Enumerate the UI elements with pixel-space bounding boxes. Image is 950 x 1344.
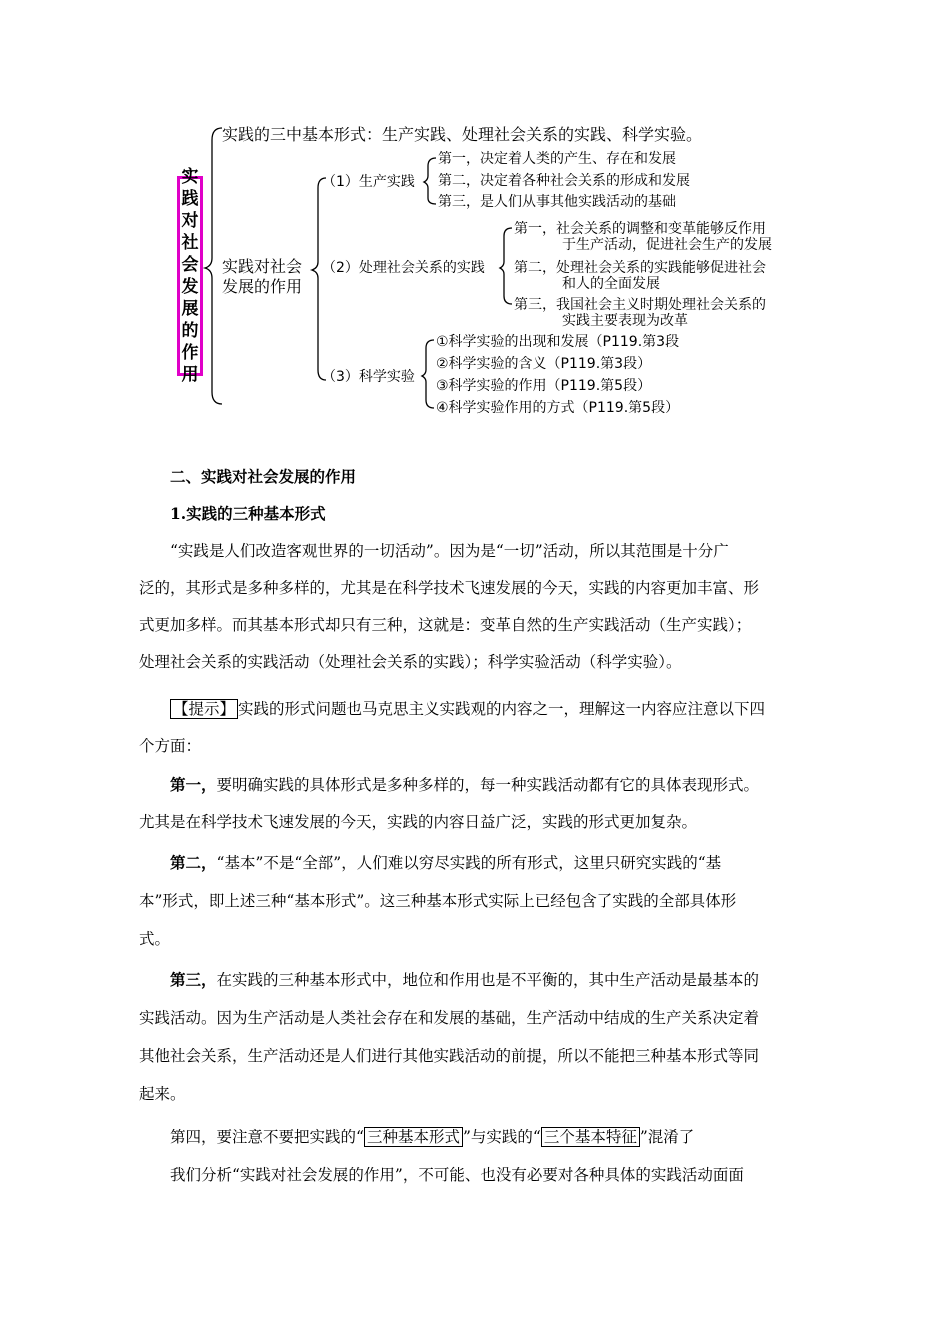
para1-line: “实践是人们改造客观世界的一切活动”。因为是“一切”活动，所以其范围是十分广 [170,542,729,560]
branch3-item: ①科学实验的出现和发展（P119.第3段 [436,334,680,350]
tip-line2: 个方面： [139,737,202,755]
branch2-item: 第一，社会关系的调整和变革能够反作用 [514,221,766,237]
branch1-item: 第一，决定着人类的产生、存在和发展 [438,151,676,167]
diagram-center-label-2: 发展的作用 [222,277,303,296]
point-second-line2: 本”形式，即上述三种“基本形式”。这三种基本形式实际上已经包含了实践的全部具体形 [139,892,737,910]
title-char: 社 [181,233,199,253]
title-char: 会 [181,255,199,275]
branch3-item: ②科学实验的含义（P119.第3段） [436,356,652,372]
title-char: 作 [181,343,199,363]
point-fourth [170,1127,694,1147]
point-first-line2: 尤其是在科学技术飞速发展的今天，实践的内容日益广泛，实践的形式更加复杂。 [139,813,698,831]
title-char: 践 [181,189,199,209]
point-second-label: 第二， [170,853,217,872]
diagram-center-label-1: 实践对社会 [222,257,303,276]
point-second-line3: 式。 [139,930,171,948]
title-char: 展 [181,299,199,319]
branch3-item: ③科学实验的作用（P119.第5段） [436,378,652,394]
title-char: 用 [181,365,199,385]
tip-label: 【提示】 [170,699,238,719]
point-fourth-text: ”混淆了 [639,1128,695,1146]
tip-line [170,699,765,719]
branch2-item: 于生产活动，促进社会生产的发展 [562,237,772,253]
point-first-text: 要明确实践的具体形式是多种多样的，每一种实践活动都有它的具体表现形式。 [216,776,760,794]
point-third-label: 第三， [170,970,217,989]
tip-text: 实践的形式问题也马克思主义实践观的内容之一，理解这一内容应注意以下四 [238,700,766,718]
branch2-item: 实践主要表现为改革 [562,313,688,329]
branch3-label: （3）科学实验 [322,369,415,385]
subsection-title: 1.实践的三种基本形式 [170,504,326,523]
para1-line: 处理社会关系的实践活动（处理社会关系的实践）；科学实验活动（科学实验）。 [139,653,682,671]
branch2-item: 第三，我国社会主义时期处理社会关系的 [514,297,766,313]
point-third-line2: 实践活动。因为生产活动是人类社会存在和发展的基础，生产活动中结成的生产关系决定着 [139,1009,760,1027]
title-char: 的 [181,321,199,341]
point-fourth-text: ”与实践的“ [462,1128,541,1146]
concept-diagram [0,0,950,430]
branch3-item: ④科学实验作用的方式（P119.第5段） [436,400,680,416]
point-third-text: 在实践的三种基本形式中，地位和作用也是不平衡的，其中生产活动是最基本的 [216,971,760,989]
vertical-title [177,167,203,385]
branch2-item: 第二，处理社会关系的实践能够促进社会 [514,260,766,276]
title-char: 对 [181,211,199,231]
branch2-label: （2）处理社会关系的实践 [322,260,485,276]
boxed-term: 三个基本特征 [541,1127,640,1147]
section-title: 二、实践对社会发展的作用 [170,467,357,486]
branch1-item: 第二，决定着各种社会关系的形成和发展 [438,173,690,189]
title-char: 实 [181,167,199,187]
point-third-line3: 其他社会关系，生产活动还是人们进行其他实践活动的前提，所以不能把三种基本形式等同 [139,1047,760,1065]
point-second [170,853,721,873]
title-char: 发 [181,277,199,297]
para1-line: 泛的，其形式是多种多样的，尤其是在科学技术飞速发展的今天，实践的内容更加丰富、形 [139,579,760,597]
branch1-item: 第三，是人们从事其他实践活动的基础 [438,194,676,210]
point-third [170,970,759,990]
branch2-item: 和人的全面发展 [562,276,660,292]
point-second-text: “基本”不是“全部”，人们难以穷尽实践的所有形式，这里只研究实践的“基 [216,854,722,872]
point-first [170,775,759,795]
last-line: 我们分析“实践对社会发展的作用”，不可能、也没有必要对各种具体的实践活动面面 [170,1166,744,1184]
para1-line: 式更加多样。而其基本形式却只有三种，这就是：变革自然的生产实践活动（生产实践）； [139,616,752,634]
diagram-top-line: 实践的三中基本形式：生产实践、处理社会关系的实践、科学实验。 [222,125,703,144]
boxed-term: 三种基本形式 [364,1127,463,1147]
point-first-label: 第一， [170,775,217,794]
point-fourth-text: 第四，要注意不要把实践的“ [170,1128,364,1146]
branch1-label: （1）生产实践 [322,174,415,190]
point-third-line4: 起来。 [139,1085,186,1103]
